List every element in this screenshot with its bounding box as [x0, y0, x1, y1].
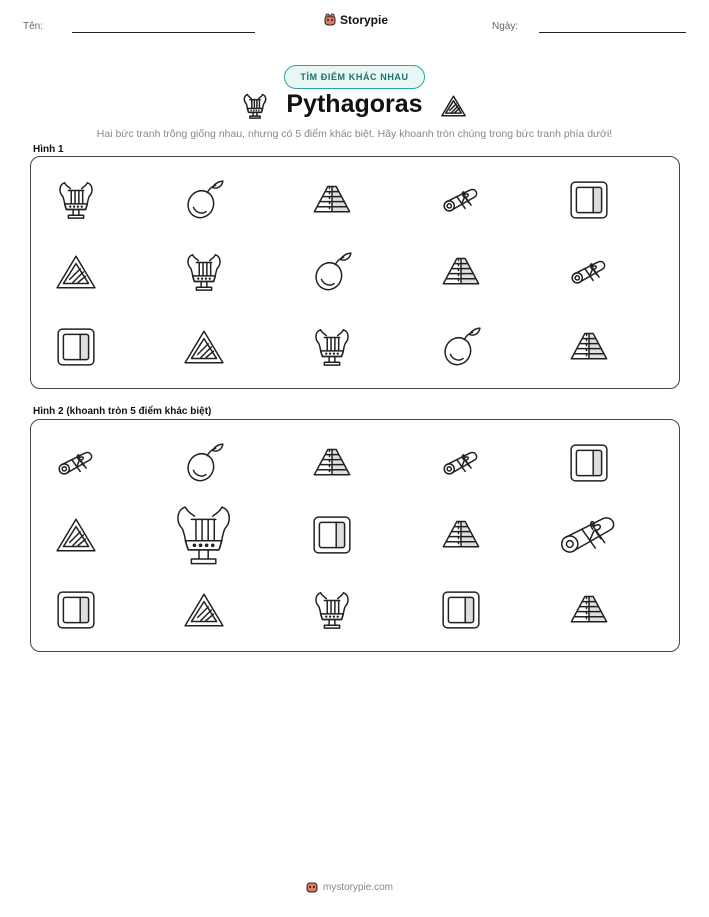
brand-name: Storypie: [340, 13, 389, 27]
pyramid-icon[interactable]: [568, 326, 610, 368]
scroll-icon[interactable]: [568, 251, 610, 293]
pyramid-icon[interactable]: [440, 514, 482, 556]
footer-site: mystorypie.com: [323, 881, 394, 893]
olive-icon[interactable]: [183, 179, 225, 221]
triangle-icon[interactable]: [55, 251, 97, 293]
picture2-panel: [30, 419, 680, 652]
lyre-icon[interactable]: [55, 179, 97, 221]
olive-icon[interactable]: [440, 326, 482, 368]
scroll-icon[interactable]: [440, 179, 482, 221]
pyramid-icon[interactable]: [311, 442, 353, 484]
pyramid-icon[interactable]: [440, 251, 482, 293]
triangle-icon[interactable]: [183, 326, 225, 368]
lyre-icon[interactable]: [311, 326, 353, 368]
square-icon[interactable]: [440, 589, 482, 631]
lyre-icon: [242, 92, 268, 120]
lyre-icon[interactable]: [311, 589, 353, 631]
brand-logo: [323, 13, 388, 27]
triangle-icon[interactable]: [183, 589, 225, 631]
instructions: Hai bức tranh trông giống nhau, nhưng có 5 điểm khác biệt. Hãy khoanh tròn chúng trong bức tranh phía dưới!: [96, 128, 613, 140]
date-label: Ngày:: [492, 21, 519, 32]
olive-icon[interactable]: [183, 442, 225, 484]
scroll-icon[interactable]: [440, 442, 482, 484]
triangle-icon: [440, 95, 467, 117]
lyre-icon[interactable]: [183, 251, 225, 293]
square-icon[interactable]: [568, 442, 610, 484]
scroll-icon[interactable]: [55, 442, 97, 484]
footer: [305, 880, 393, 894]
picture1-label: Hình 1: [33, 144, 64, 155]
square-icon[interactable]: [311, 514, 353, 556]
page-title: Pythagoras: [286, 90, 423, 118]
picture1-panel: [30, 156, 680, 389]
pyramid-icon[interactable]: [311, 179, 353, 221]
triangle-icon[interactable]: [55, 514, 97, 556]
pyramid-icon[interactable]: [568, 589, 610, 631]
name-line[interactable]: [72, 32, 255, 33]
picture2-label: Hình 2 (khoanh tròn 5 điểm khác biệt): [33, 406, 212, 417]
activity-badge: TÌM ĐIỂM KHÁC NHAU: [284, 65, 425, 89]
square-icon[interactable]: [568, 179, 610, 221]
mascot-icon: [323, 13, 337, 27]
name-label: Tên:: [23, 21, 44, 32]
square-icon[interactable]: [55, 589, 97, 631]
square-icon[interactable]: [55, 326, 97, 368]
scroll-icon[interactable]: [555, 501, 622, 568]
lyre-icon[interactable]: [170, 501, 237, 568]
date-line[interactable]: [539, 32, 686, 33]
mascot-icon: [305, 880, 319, 894]
olive-icon[interactable]: [311, 251, 353, 293]
